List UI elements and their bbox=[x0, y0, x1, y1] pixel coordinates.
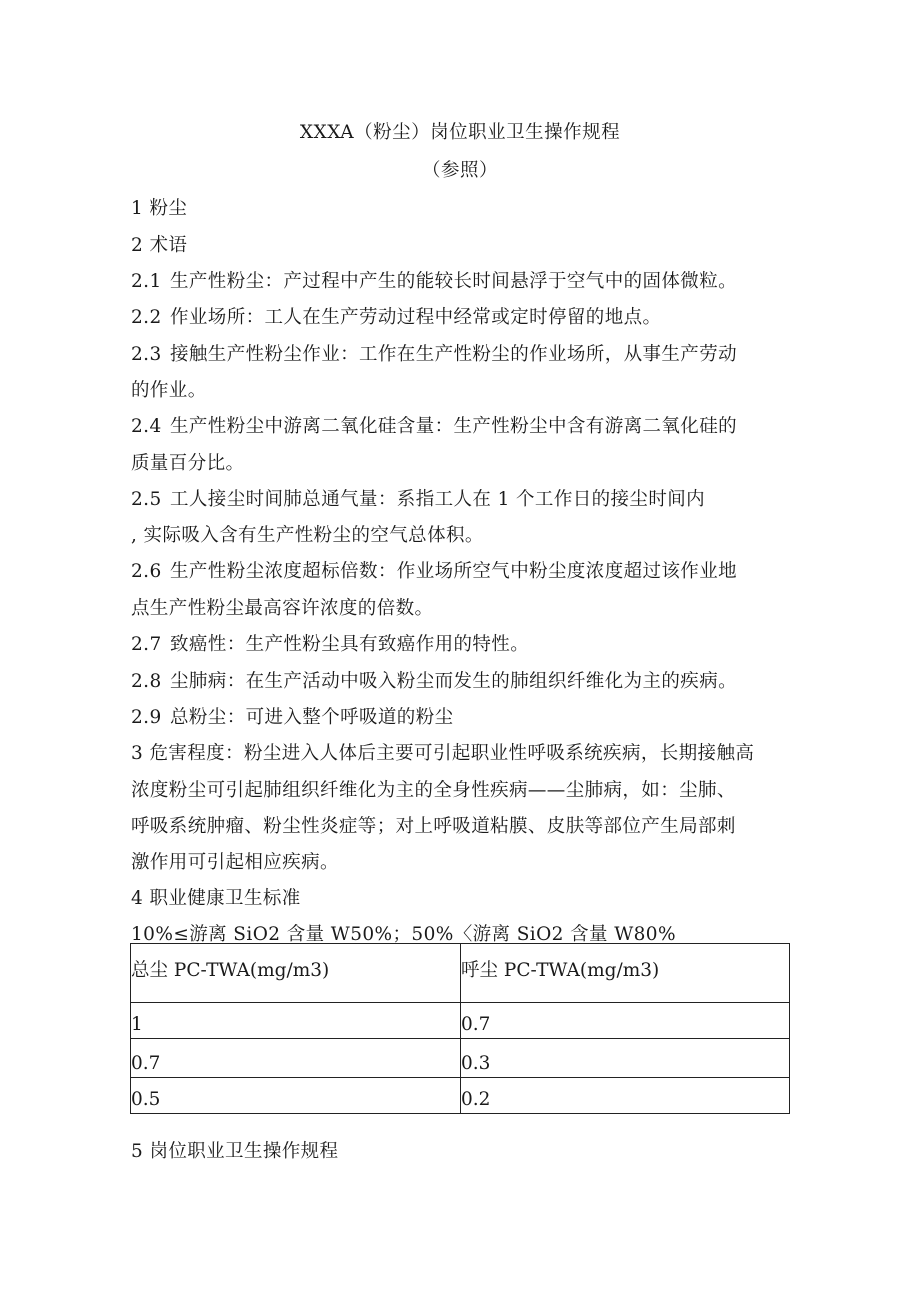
term-2-4 bbox=[131, 412, 791, 438]
table-row bbox=[131, 1078, 790, 1114]
table-cell: 0.5 bbox=[131, 1078, 461, 1114]
section-4-heading: 4 职业健康卫生标准 bbox=[131, 888, 301, 909]
table-cell: 0.2 bbox=[461, 1078, 790, 1114]
term-2-7 bbox=[131, 630, 791, 656]
section-1-heading: 1 粉尘 bbox=[131, 198, 188, 219]
term-2-5 bbox=[131, 485, 791, 511]
table-caption: 10%≤游离 SiO2 含量 W50%；50%〈游离 SiO2 含量 W80% bbox=[131, 924, 676, 945]
term-text: 生产性粉尘中游离二氧化硅含量：生产性粉尘中含有游离二氧化硅的 bbox=[170, 416, 738, 437]
term-2-3-continued: 的作业。 bbox=[131, 380, 207, 401]
term-number: 2.7 bbox=[131, 634, 162, 655]
table-cell: 0.7 bbox=[461, 1003, 790, 1039]
document-title: XXXA（粉尘）岗位职业卫生操作规程 bbox=[299, 122, 621, 143]
term-2-2 bbox=[131, 303, 791, 329]
term-text: 工人接尘时间肺总通气量：系指工人在 1 个工作日的接尘时间内 bbox=[170, 489, 706, 510]
exposure-limit-table bbox=[130, 943, 790, 1114]
term-text: 总粉尘：可进入整个呼吸道的粉尘 bbox=[170, 707, 454, 728]
table-header-respirable-dust: 呼尘 PC-TWA(mg∕m3) bbox=[461, 944, 790, 1003]
table-row bbox=[131, 1039, 790, 1078]
term-number: 2.1 bbox=[131, 271, 162, 292]
document-subtitle: （参照） bbox=[421, 160, 498, 181]
section-5-heading: 5 岗位职业卫生操作规程 bbox=[131, 1141, 339, 1162]
term-2-1 bbox=[131, 267, 791, 293]
term-2-8 bbox=[131, 667, 791, 693]
section-3-line-2: 浓度粉尘可引起肺组织纤维化为主的全身性疾病——尘肺病，如：尘肺、 bbox=[131, 780, 736, 801]
term-number: 2.5 bbox=[131, 489, 162, 510]
term-number: 2.8 bbox=[131, 671, 162, 692]
table-cell: 1 bbox=[131, 1003, 461, 1039]
section-3-line-4: 激作用可引起相应疾病。 bbox=[131, 852, 339, 873]
term-2-5-continued: , 实际吸入含有生产性粉尘的空气总体积。 bbox=[131, 525, 484, 546]
section-3-line-1: 3 危害程度：粉尘进入人体后主要可引起职业性呼吸系统疾病，长期接触高 bbox=[131, 743, 755, 764]
table-cell: 0.7 bbox=[131, 1039, 461, 1078]
term-text: 生产性粉尘：产过程中产生的能较长时间悬浮于空气中的固体微粒。 bbox=[170, 271, 738, 292]
table-cell: 0.3 bbox=[461, 1039, 790, 1078]
term-2-3 bbox=[131, 340, 791, 366]
term-text: 接触生产性粉尘作业：工作在生产性粉尘的作业场所，从事生产劳动 bbox=[170, 344, 738, 365]
term-text: 致癌性：生产性粉尘具有致癌作用的特性。 bbox=[170, 634, 530, 655]
term-text: 生产性粉尘浓度超标倍数：作业场所空气中粉尘度浓度超过该作业地 bbox=[170, 561, 738, 582]
term-2-9 bbox=[131, 703, 791, 729]
table-row bbox=[131, 1003, 790, 1039]
term-number: 2.9 bbox=[131, 707, 162, 728]
term-number: 2.6 bbox=[131, 561, 162, 582]
term-2-6 bbox=[131, 557, 791, 583]
term-text: 作业场所：工人在生产劳动过程中经常或定时停留的地点。 bbox=[170, 307, 662, 328]
term-2-4-continued: 质量百分比。 bbox=[131, 453, 245, 474]
table-header-total-dust: 总尘 PC-TWA(mg∕m3) bbox=[131, 944, 461, 1003]
section-2-heading: 2 术语 bbox=[131, 235, 188, 256]
section-3-line-3: 呼吸系统肿瘤、粉尘性炎症等；对上呼吸道粘膜、皮肤等部位产生局部刺 bbox=[131, 816, 736, 837]
term-text: 尘肺病：在生产活动中吸入粉尘而发生的肺组织纤维化为主的疾病。 bbox=[170, 671, 738, 692]
term-2-6-continued: 点生产性粉尘最高容许浓度的倍数。 bbox=[131, 598, 434, 619]
term-number: 2.2 bbox=[131, 307, 162, 328]
term-number: 2.3 bbox=[131, 344, 162, 365]
table-header-row bbox=[131, 944, 790, 1003]
term-number: 2.4 bbox=[131, 416, 162, 437]
